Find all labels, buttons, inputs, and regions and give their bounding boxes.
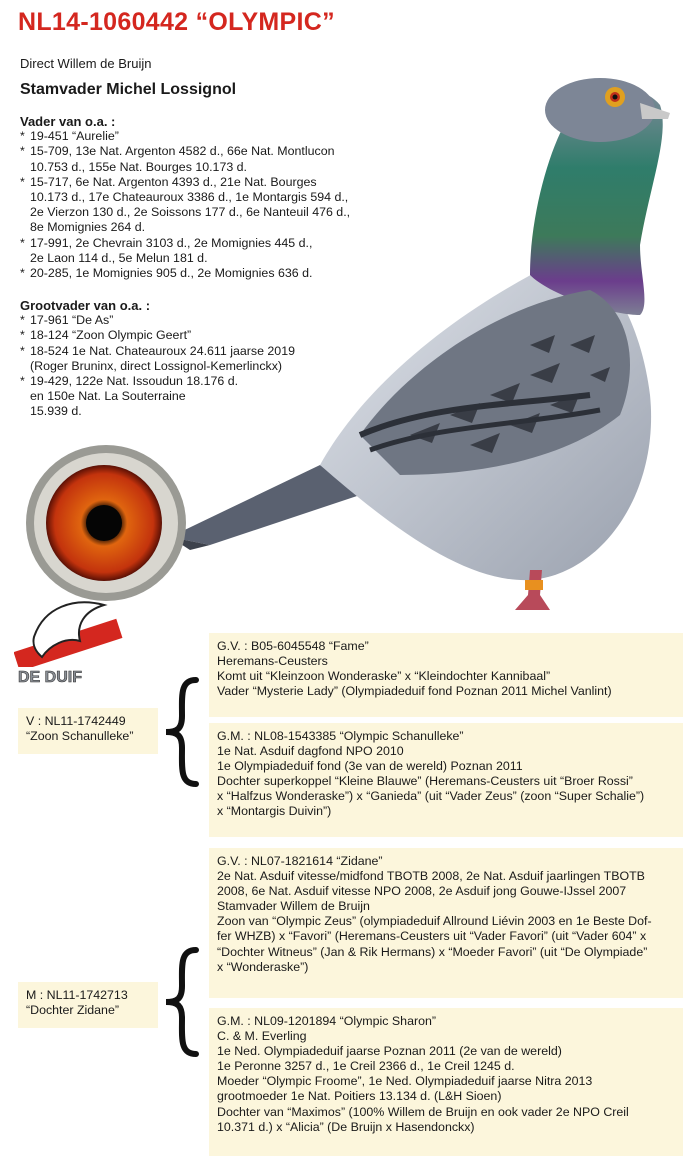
gm-mother-line: 1e Ned. Olympiadeduif jaarse Poznan 2011 (2e van de wereld) — [217, 1044, 562, 1059]
vader-van-line: 8e Momignies 264 d. — [30, 220, 146, 235]
page-title: NL14-1060442 “OLYMPIC” — [18, 8, 335, 36]
vader-van-line: * 15-709, 13e Nat. Argenton 4582 d., 66e Nat. Montlucon — [20, 144, 350, 159]
mother-name: “Dochter Zidane” — [26, 1003, 119, 1018]
vader-van-line: * 17-991, 2e Chevrain 3103 d., 2e Momignies 445 d., — [20, 236, 350, 251]
grootvader-van-line: * 19-429, 122e Nat. Issoudun 18.176 d. — [20, 374, 295, 389]
stamvader-line: Stamvader Michel Lossignol — [20, 81, 237, 98]
gm-father-line: 1e Nat. Asduif dagfond NPO 2010 — [217, 744, 404, 759]
vader-van-line: 2e Vierzon 130 d., 2e Soissons 177 d., 6e Nanteuil 476 d., — [30, 205, 351, 220]
mother-brace — [160, 946, 204, 1058]
grootvader-van-line: * 18-124 “Zoon Olympic Geert” — [20, 328, 295, 343]
grootvader-van-heading: Grootvader van o.a. : — [20, 298, 151, 313]
gv-mother-line: Stamvader Willem de Bruijn — [217, 899, 370, 914]
gv-mother-line: 2008, 6e Nat. Asduif vitesse NPO 2008, 2e Asduif jong Gouwe-IJssel 2007 — [217, 884, 627, 899]
vader-van-line: * 15-717, 6e Nat. Argenton 4393 d., 21e Nat. Bourges — [20, 175, 350, 190]
mother-id: M : NL11-1742713 — [26, 988, 128, 1002]
grandmother-maternal-box — [209, 1008, 683, 1156]
logo-text: DE DUIF — [18, 669, 82, 685]
gv-mother-line: G.V. : NL07-1821614 “Zidane” — [217, 854, 383, 868]
breeder-line: Direct Willem de Bruijn — [20, 56, 152, 71]
gv-father-line: Vader “Mysterie Lady” (Olympiadeduif fond Poznan 2011 Michel Vanlint) — [217, 684, 612, 699]
gv-father-line: G.V. : B05-6045548 “Fame” — [217, 639, 369, 653]
gv-mother-line: x “Wonderaske”) — [217, 959, 309, 974]
gv-father-line: Komt uit “Kleinzoon Wonderaske” x “Kleindochter Kannibaal” — [217, 669, 551, 684]
gv-mother-line: “Dochter Witneus” (Jan & Rik Hermans) x “Moeder Favori” (uit “De Olympiade” — [217, 944, 648, 959]
grootvader-van-line: 15.939 d. — [30, 404, 82, 419]
gm-father-line: x “Montargis Duivin”) — [217, 804, 332, 819]
vader-van-line: 10.753 d., 155e Nat. Bourges 10.173 d. — [30, 159, 247, 174]
gv-mother-line: 2e Nat. Asduif vitesse/midfond TBOTB 2008, 2e Nat. Asduif jaarlingen TBOTB — [217, 869, 645, 884]
gv-father-line: Heremans-Ceusters — [217, 654, 328, 669]
gm-mother-line: Dochter van “Maximos” (100% Willem de Bruijn en ook vader 2e NPO Creil — [217, 1104, 629, 1119]
gm-mother-line: grootmoeder 1e Nat. Poitiers 13.134 d. (L&H Sioen) — [217, 1089, 502, 1104]
gm-mother-line: Moeder “Olympic Froome”, 1e Ned. Olympiadeduif jaarse Nitra 2013 — [217, 1074, 593, 1089]
vader-van-line: * 20-285, 1e Momignies 905 d., 2e Momignies 636 d. — [20, 266, 350, 281]
gm-mother-line: 10.371 d.) x “Alicia” (De Bruijn x Hasendonckx) — [217, 1119, 475, 1134]
grandfather-maternal-box — [209, 848, 683, 998]
gm-mother-line: G.M. : NL09-1201894 “Olympic Sharon” — [217, 1014, 436, 1028]
grootvader-van-line: * 17-961 “De As” — [20, 313, 295, 328]
gm-father-line: 1e Olympiadeduif fond (3e van de wereld) Poznan 2011 — [217, 759, 523, 774]
grandfather-paternal-box — [209, 633, 683, 717]
father-box — [18, 708, 158, 754]
de-duif-logo — [14, 597, 126, 685]
gm-father-line: G.M. : NL08-1543385 “Olympic Schanulleke” — [217, 729, 464, 743]
gm-father-line: x “Halfzus Wonderaske”) x “Ganieda” (uit “Vader Zeus” (zoon “Super Schalie”) — [217, 789, 645, 804]
gv-mother-line: Zoon van “Olympic Zeus” (olympiadeduif Allround Liévin 2003 en 1e Beste Dof- — [217, 914, 652, 929]
pigeon-photo — [170, 75, 690, 625]
grandmother-paternal-box — [209, 723, 683, 837]
grootvader-van-line: en 150e Nat. La Souterraine — [30, 389, 186, 404]
gv-mother-line: fer WHZB) x “Favori” (Heremans-Ceusters uit “Vader Favori” (uit “Vader 604” x — [217, 929, 647, 944]
vader-van-line: * 19-451 “Aurelie” — [20, 129, 350, 144]
father-brace — [160, 676, 204, 788]
mother-box — [18, 982, 158, 1028]
vader-van-heading: Vader van o.a. : — [20, 114, 116, 129]
vader-van-line: 10.173 d., 17e Chateauroux 3386 d., 1e Montargis 594 d., — [30, 190, 349, 205]
grootvader-van-line: (Roger Bruninx, direct Lossignol-Kemerlinckx) — [30, 358, 283, 373]
grootvader-van-line: * 18-524 1e Nat. Chateauroux 24.611 jaarse 2019 — [20, 344, 295, 359]
gm-father-line: Dochter superkoppel “Kleine Blauwe” (Heremans-Ceusters uit “Broer Rossi” — [217, 774, 633, 789]
gm-mother-line: 1e Peronne 3257 d., 1e Creil 2366 d., 1e Creil 1245 d. — [217, 1059, 515, 1074]
father-name: “Zoon Schanulleke” — [26, 729, 134, 744]
father-id: V : NL11-1742449 — [26, 714, 126, 728]
vader-van-line: 2e Laon 114 d., 5e Melun 181 d. — [30, 250, 208, 265]
gm-mother-line: C. & M. Everling — [217, 1029, 307, 1044]
eye-closeup — [24, 443, 188, 603]
